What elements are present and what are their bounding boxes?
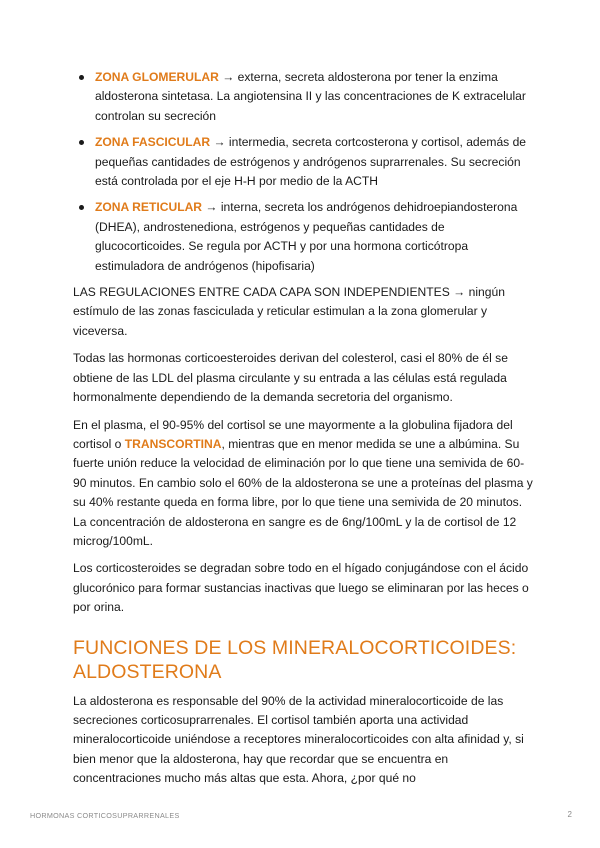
plasma-text-start: En el plasma, el 90-95% del cortisol se une mayormente a la globulina fijadora del cortisol o [73, 417, 513, 451]
bullet-dot-icon [79, 205, 84, 210]
list-item-zona-reticular [73, 198, 533, 276]
section-heading-line1: FUNCIONES DE LOS MINERALOCORTICOIDES: [73, 636, 517, 659]
page-number: 2 [567, 810, 572, 819]
bullet-dot-icon [79, 75, 84, 80]
footer-title: HORMONAS CORTICOSUPRARRENALES [30, 811, 180, 820]
zones-list [73, 68, 533, 276]
section-heading-line2: ALDOSTERONA [73, 660, 222, 683]
bullet-dot-icon [79, 140, 84, 145]
zone-label: ZONA GLOMERULAR [95, 70, 219, 84]
paragraph-regulaciones: LAS REGULACIONES ENTRE CADA CAPA SON INDEPENDIENTES → ningún estímulo de las zonas fasciculada y reticular estimulan a la zona glomerular y viceversa. [73, 285, 505, 338]
zone-description: → intermedia, secreta cortcosterona y cortisol, además de pequeñas cantidades de estrógenos y andrógenos suprarrenales. Su secreción está controlada por el eje H-H por medio de la ACTH [95, 135, 527, 189]
zone-description: → externa, secreta aldosterona por tener la enzima aldosterona sintetasa. La angiotensina II y las concentraciones de K extracelular controlan su secreción [95, 70, 526, 123]
page-content [73, 68, 533, 797]
zone-label: ZONA FASCICULAR [95, 135, 211, 150]
zone-label: ZONA RETICULAR [95, 200, 203, 215]
list-item-zona-glomerular [73, 68, 533, 126]
transcortina-highlight: TRANSCORTINA [124, 436, 222, 451]
plasma-text-end: , mientras que en menor medida se une a albúmina. Su fuerte unión reduce la velocidad de eliminación por lo que tiene una semivida de 60-90 minutos. En cambio solo el 60% de la aldosterona se une a proteínas del plasma y su 40% restante queda en forma libre, por lo que tiene una semivida de 20 minutos. La concentración de aldosterona en sangre es de 6ng/100mL y la de cortisol de 12 microg/100mL. [73, 436, 533, 548]
paragraph-colesterol: Todas las hormonas corticoesteroides derivan del colesterol, casi el 80% de él se obtiene de las LDL del plasma circulante y su entrada a las células está regulada hormonalmente dependiendo de la demanda secretoria del organismo. [73, 351, 508, 405]
paragraph-degradacion: Los corticosteroides se degradan sobre todo en el hígado conjugándose con el ácido glucorónico para formar sustancias inactivas que luego se eliminaran por las heces o por orina. [73, 561, 529, 615]
list-item-zona-fascicular [73, 133, 533, 191]
paragraph-aldosterona: La aldosterona es responsable del 90% de la actividad mineralocorticoide de las secreciones corticosuprarrenales. El cortisol también aporta una actividad mineralocorticoide uniéndose a receptores mineralocorticoides con alta afinidad y, si bien menor que la aldosterona, hay que recordar que se encuentra en concentraciones mucho más altas que esta. Ahora, ¿por qué no [73, 693, 524, 786]
zone-description: → interna, secreta los andrógenos dehidroepiandosterona (DHEA), androstenediona, estrógenos y pequeñas cantidades de glucocorticoides. Se regula por ACTH y por una hormona corticótropa estimuladora de andrógenos (hipofisaria) [95, 200, 518, 273]
paragraph-plasma [73, 416, 533, 552]
section-heading [73, 636, 533, 684]
